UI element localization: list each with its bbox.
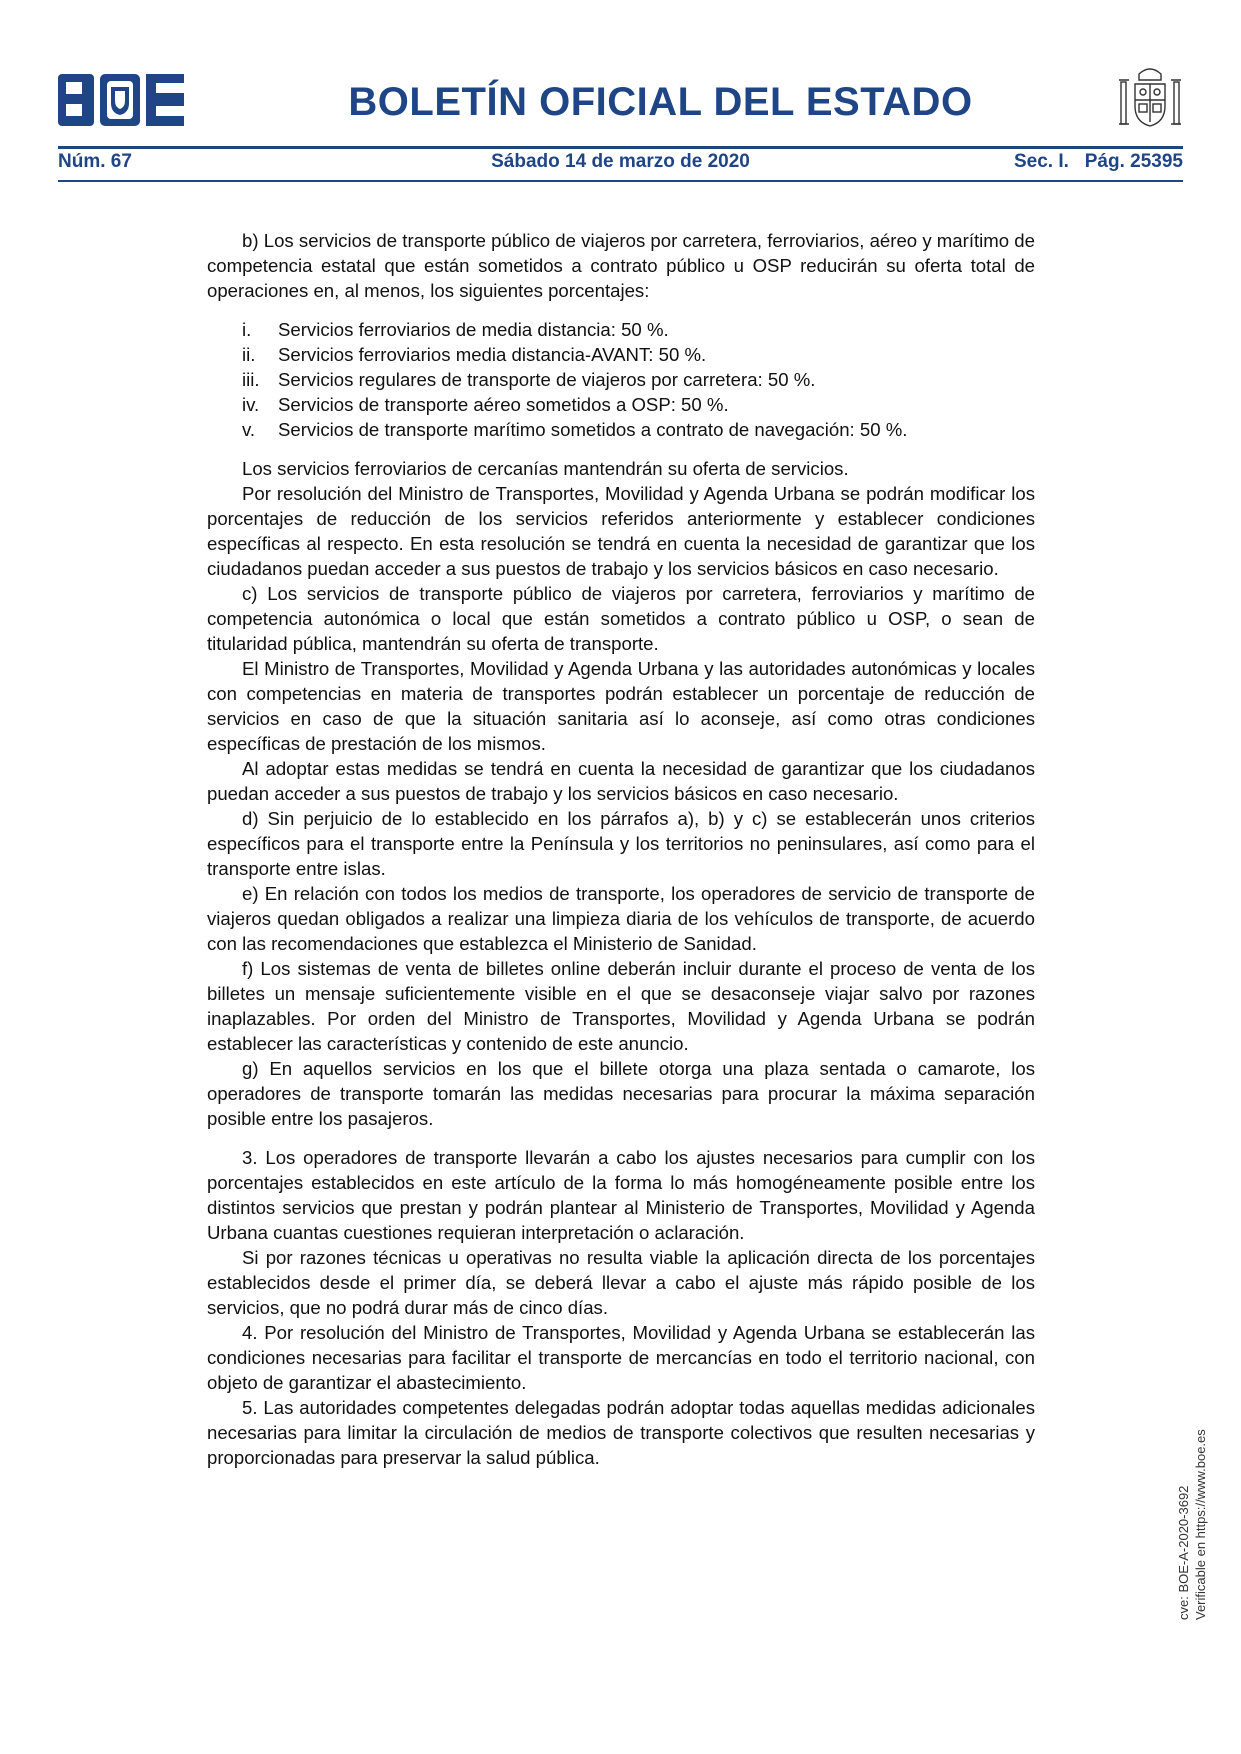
paragraph: b) Los servicios de transporte público de viajeros por carretera, ferroviarios, aéreo y marítimo de competencia estatal que están sometidos a contrato público u OSP reducirán su oferta total de operaciones en, al menos, los siguientes porcentajes:	[207, 230, 1035, 301]
boe-logo-icon	[58, 74, 184, 126]
paragraph: f) Los sistemas de venta de billetes online deberán incluir durante el proceso de venta de los billetes un mensaje suficientemente visible en el que se desaconseje viajar salvo por razones inaplazables. Por orden del Ministro de Transportes, Movilidad y Agenda Urbana se podrán establecer las características y contenido de este anuncio.	[207, 958, 1035, 1054]
header	[58, 70, 1183, 150]
document-body	[207, 228, 1035, 1470]
list-item: v. Servicios de transporte marítimo sometidos a contrato de navegación: 50 %.	[242, 419, 908, 440]
percentage-list	[207, 317, 1035, 442]
list-item: iii. Servicios regulares de transporte de viajeros por carretera: 50 %.	[242, 369, 816, 390]
header-rule	[58, 146, 1183, 149]
paragraph: g) En aquellos servicios en los que el billete otorga una plaza sentada o camarote, los operadores de transporte tomarán las medidas necesarias para procurar la máxima separación posible entre los pasajeros.	[207, 1058, 1035, 1129]
paragraph: Si por razones técnicas u operativas no resulta viable la aplicación directa de los porcentajes establecidos desde el primer día, se deberá llevar a cabo el ajuste más rápido posible de los servicios, que no podrá durar más de cinco días.	[207, 1247, 1035, 1318]
verify-link[interactable]: Verificable en https://www.boe.es	[1193, 1429, 1208, 1620]
paragraph: 3. Los operadores de transporte llevarán a cabo los ajustes necesarios para cumplir con los porcentajes establecidos en este artículo de la forma lo más homogéneamente posible entre los distintos servicios que prestan y podrán plantear al Ministerio de Transportes, Movilidad y Agenda Urbana cuantas cuestiones requieran interpretación o aclaración.	[207, 1147, 1035, 1243]
header-rule-bottom	[58, 180, 1183, 182]
paragraph: Al adoptar estas medidas se tendrá en cuenta la necesidad de garantizar que los ciudadanos puedan acceder a sus puestos de trabajo y los servicios básicos en caso necesario.	[207, 758, 1035, 804]
list-item: iv. Servicios de transporte aéreo sometidos a OSP: 50 %.	[242, 394, 729, 415]
paragraph: El Ministro de Transportes, Movilidad y Agenda Urbana y las autoridades autonómicas y locales con competencias en materia de transportes podrán establecer un porcentaje de reducción de servicios en caso de que la situación sanitaria así lo aconseje, así como otras condiciones específicas de prestación de los mismos.	[207, 658, 1035, 754]
coat-of-arms-icon	[1117, 64, 1183, 132]
page-title: BOLETÍN OFICIAL DEL ESTADO	[348, 80, 973, 124]
section-page: Sec. I. Pág. 25395	[1014, 151, 1183, 172]
cve-code: cve: BOE-A-2020-3692	[1176, 1485, 1191, 1620]
paragraph: d) Sin perjuicio de lo establecido en los párrafos a), b) y c) se establecerán unos criterios específicos para el transporte entre la Península y los territorios no peninsulares, así como para el transporte entre islas.	[207, 808, 1035, 879]
paragraph: Los servicios ferroviarios de cercanías mantendrán su oferta de servicios.	[242, 458, 849, 479]
list-item: i. Servicios ferroviarios de media distancia: 50 %.	[242, 319, 669, 340]
paragraph: c) Los servicios de transporte público de viajeros por carretera, ferroviarios y marítimo de competencia autonómica o local que están sometidos a contrato público u OSP, o sean de titularidad pública, mantendrán su oferta de transporte.	[207, 583, 1035, 654]
paragraph: 4. Por resolución del Ministro de Transportes, Movilidad y Agenda Urbana se establecerán las condiciones necesarias para facilitar el transporte de mercancías en todo el territorio nacional, con objeto de garantizar el abastecimiento.	[207, 1322, 1035, 1393]
issue-number: Núm. 67	[58, 151, 132, 172]
issue-date: Sábado 14 de marzo de 2020	[491, 151, 750, 172]
paragraph: e) En relación con todos los medios de transporte, los operadores de servicio de transporte de viajeros quedan obligados a realizar una limpieza diaria de los vehículos de transporte, de acuerdo con las recomendaciones que establezca el Ministerio de Sanidad.	[207, 883, 1035, 954]
paragraph: Por resolución del Ministro de Transportes, Movilidad y Agenda Urbana se podrán modificar los porcentajes de reducción de los servicios referidos anteriormente y establecer condiciones específicas al respecto. En esta resolución se tendrá en cuenta la necesidad de garantizar que los ciudadanos puedan acceder a sus puestos de trabajo y los servicios básicos en caso necesario.	[207, 483, 1035, 579]
verification-note	[1175, 1429, 1215, 1640]
paragraph: 5. Las autoridades competentes delegadas podrán adoptar todas aquellas medidas adicionales necesarias para limitar la circulación de medios de transporte colectivos que resulten necesarias y proporcionadas para preservar la salud pública.	[207, 1397, 1035, 1468]
list-item: ii. Servicios ferroviarios media distancia-AVANT: 50 %.	[242, 344, 707, 365]
